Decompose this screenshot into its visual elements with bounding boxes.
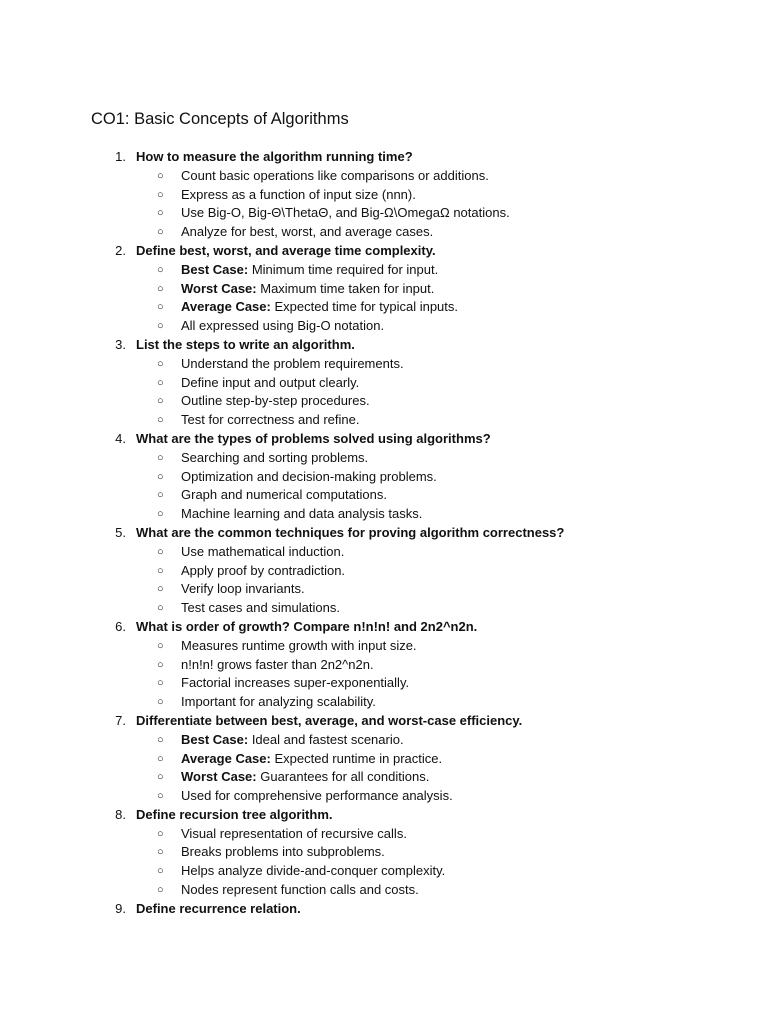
- answer-body: Expected time for typical inputs.: [270, 299, 459, 315]
- hollow-circle-bullet-icon: ○: [157, 733, 164, 746]
- answer-item: [0, 167, 768, 186]
- answer-text: [181, 825, 407, 844]
- answer-item: [0, 204, 768, 223]
- answer-item: [0, 862, 768, 881]
- hollow-circle-bullet-icon: ○: [157, 263, 164, 276]
- answer-label: Average Case:: [181, 299, 271, 315]
- hollow-circle-bullet-icon: ○: [157, 658, 164, 671]
- answer-item: [0, 186, 768, 205]
- answer-body: Express as a function of input size (nnn).: [181, 186, 416, 202]
- answer-label: Worst Case:: [181, 280, 257, 296]
- question-text: Differentiate between best, average, and worst-case efficiency.: [136, 712, 523, 728]
- question-text: Define recurrence relation.: [136, 900, 301, 916]
- answer-text: [181, 843, 385, 862]
- hollow-circle-bullet-icon: ○: [157, 827, 164, 840]
- hollow-circle-bullet-icon: ○: [157, 226, 164, 239]
- question-item: [0, 900, 768, 919]
- hollow-circle-bullet-icon: ○: [157, 846, 164, 859]
- answer-item: [0, 843, 768, 862]
- answer-list: [0, 731, 768, 806]
- answer-text: [181, 261, 438, 280]
- answer-body: Factorial increases super-exponentially.: [181, 675, 410, 691]
- answer-text: [181, 298, 458, 317]
- answer-text: [181, 787, 453, 806]
- answer-text: [181, 392, 370, 411]
- answer-text: [181, 468, 437, 487]
- answer-text: [181, 580, 305, 599]
- answer-item: [0, 637, 768, 656]
- question-item: [0, 524, 768, 618]
- answer-list: [0, 637, 768, 712]
- answer-item: [0, 280, 768, 299]
- hollow-circle-bullet-icon: ○: [157, 884, 164, 897]
- answer-text: [181, 411, 359, 430]
- answer-body: Measures runtime growth with input size.: [181, 637, 417, 653]
- answer-item: [0, 731, 768, 750]
- answer-item: [0, 768, 768, 787]
- answer-text: [181, 449, 368, 468]
- answer-text: [181, 543, 344, 562]
- hollow-circle-bullet-icon: ○: [157, 677, 164, 690]
- question-item: [0, 806, 768, 900]
- answer-body: Visual representation of recursive calls.: [181, 825, 407, 841]
- answer-text: [181, 637, 417, 656]
- answer-label: Best Case:: [181, 261, 249, 277]
- answer-label: Best Case:: [181, 731, 249, 747]
- answer-text: [181, 599, 340, 618]
- question-item: [0, 242, 768, 336]
- question-number: 4.: [115, 430, 126, 446]
- question-text: What are the common techniques for proving algorithm correctness?: [136, 524, 565, 540]
- question-row: [0, 900, 768, 919]
- answer-body: Use Big-O, Big-Θ\ThetaΘ, and Big-Ω\OmegaΩ notations.: [181, 205, 510, 221]
- answer-list: [0, 543, 768, 618]
- answer-text: [181, 562, 345, 581]
- question-row: [0, 806, 768, 825]
- question-text: What is order of growth? Compare n!n!n! and 2n2^n2n.: [136, 618, 478, 634]
- hollow-circle-bullet-icon: ○: [157, 752, 164, 765]
- hollow-circle-bullet-icon: ○: [157, 169, 164, 182]
- answer-text: [181, 204, 510, 223]
- hollow-circle-bullet-icon: ○: [157, 508, 164, 521]
- answer-body: Ideal and fastest scenario.: [248, 731, 404, 747]
- hollow-circle-bullet-icon: ○: [157, 696, 164, 709]
- hollow-circle-bullet-icon: ○: [157, 320, 164, 333]
- page-title: CO1: Basic Concepts of Algorithms: [91, 110, 349, 128]
- answer-item: [0, 580, 768, 599]
- question-number: 5.: [115, 524, 126, 540]
- answer-text: [181, 881, 419, 900]
- answer-text: [181, 167, 489, 186]
- answer-text: [181, 674, 409, 693]
- question-row: [0, 524, 768, 543]
- answer-body: Helps analyze divide-and-conquer complexity.: [181, 863, 446, 879]
- answer-item: [0, 449, 768, 468]
- answer-body: Machine learning and data analysis tasks.: [181, 506, 423, 522]
- answer-item: [0, 599, 768, 618]
- answer-text: [181, 656, 374, 675]
- question-row: [0, 242, 768, 261]
- hollow-circle-bullet-icon: ○: [157, 771, 164, 784]
- answer-item: [0, 543, 768, 562]
- answer-item: [0, 486, 768, 505]
- answer-item: [0, 355, 768, 374]
- question-row: [0, 618, 768, 637]
- answer-text: [181, 186, 416, 205]
- answer-label: Average Case:: [181, 750, 271, 766]
- question-item: [0, 148, 768, 242]
- answer-label: Worst Case:: [181, 769, 257, 785]
- answer-body: Analyze for best, worst, and average cases.: [181, 224, 434, 240]
- question-number: 1.: [115, 149, 126, 164]
- answer-text: [181, 486, 387, 505]
- answer-item: [0, 505, 768, 524]
- answer-list: [0, 449, 768, 524]
- question-text: Define recursion tree algorithm.: [136, 806, 333, 822]
- hollow-circle-bullet-icon: ○: [157, 470, 164, 483]
- hollow-circle-bullet-icon: ○: [157, 414, 164, 427]
- hollow-circle-bullet-icon: ○: [157, 583, 164, 596]
- answer-body: Understand the problem requirements.: [181, 355, 404, 371]
- answer-item: [0, 693, 768, 712]
- question-text: How to measure the algorithm running time?: [136, 149, 413, 164]
- answer-body: Graph and numerical computations.: [181, 487, 387, 503]
- answer-item: [0, 674, 768, 693]
- question-number: 6.: [115, 618, 126, 634]
- answer-body: Important for analyzing scalability.: [181, 694, 376, 710]
- answer-text: [181, 374, 359, 393]
- question-number: 3.: [115, 336, 126, 352]
- question-number: 2.: [115, 242, 126, 258]
- answer-item: [0, 411, 768, 430]
- answer-body: Optimization and decision-making problems.: [181, 468, 437, 484]
- hollow-circle-bullet-icon: ○: [157, 790, 164, 803]
- answer-body: Minimum time required for input.: [248, 261, 439, 277]
- answer-body: Searching and sorting problems.: [181, 449, 369, 465]
- hollow-circle-bullet-icon: ○: [157, 564, 164, 577]
- answer-text: [181, 280, 434, 299]
- answer-body: Breaks problems into subproblems.: [181, 844, 385, 860]
- answer-item: [0, 656, 768, 675]
- answer-body: Expected runtime in practice.: [270, 750, 443, 766]
- question-item: [0, 336, 768, 430]
- hollow-circle-bullet-icon: ○: [157, 188, 164, 201]
- answer-list: [0, 825, 768, 900]
- question-number: 7.: [115, 712, 126, 728]
- hollow-circle-bullet-icon: ○: [157, 357, 164, 370]
- answer-text: [181, 693, 376, 712]
- question-text: List the steps to write an algorithm.: [136, 336, 355, 352]
- answer-body: Test cases and simulations.: [181, 600, 340, 616]
- answer-item: [0, 825, 768, 844]
- answer-text: [181, 862, 445, 881]
- answer-item: [0, 750, 768, 769]
- answer-list: [0, 261, 768, 336]
- hollow-circle-bullet-icon: ○: [157, 301, 164, 314]
- answer-item: [0, 317, 768, 336]
- answer-item: [0, 562, 768, 581]
- question-number: 9.: [115, 900, 126, 916]
- answer-list: [0, 355, 768, 430]
- question-row: [0, 712, 768, 731]
- hollow-circle-bullet-icon: ○: [157, 639, 164, 652]
- answer-item: [0, 298, 768, 317]
- answer-item: [0, 374, 768, 393]
- answer-item: [0, 787, 768, 806]
- answer-item: [0, 468, 768, 487]
- question-number: 8.: [115, 806, 126, 822]
- question-item: [0, 430, 768, 524]
- question-row: [0, 336, 768, 355]
- answer-item: [0, 223, 768, 242]
- answer-body: Used for comprehensive performance analysis.: [181, 788, 453, 804]
- hollow-circle-bullet-icon: ○: [157, 602, 164, 615]
- answer-body: Maximum time taken for input.: [256, 280, 435, 296]
- question-text: What are the types of problems solved using algorithms?: [136, 430, 491, 446]
- answer-body: n!n!n! grows faster than 2n2^n2n.: [181, 656, 374, 672]
- answer-body: All expressed using Big-O notation.: [181, 318, 385, 334]
- question-item: [0, 618, 768, 712]
- answer-body: Nodes represent function calls and costs.: [181, 882, 419, 898]
- answer-text: [181, 317, 384, 336]
- hollow-circle-bullet-icon: ○: [157, 376, 164, 389]
- hollow-circle-bullet-icon: ○: [157, 451, 164, 464]
- answer-body: Outline step-by-step procedures.: [181, 393, 370, 409]
- hollow-circle-bullet-icon: ○: [157, 395, 164, 408]
- question-text: Define best, worst, and average time complexity.: [136, 242, 436, 258]
- answer-body: Guarantees for all conditions.: [256, 769, 430, 785]
- answer-text: [181, 505, 422, 524]
- hollow-circle-bullet-icon: ○: [157, 545, 164, 558]
- answer-body: Use mathematical induction.: [181, 543, 345, 559]
- hollow-circle-bullet-icon: ○: [157, 489, 164, 502]
- answer-text: [181, 768, 429, 787]
- answer-item: [0, 261, 768, 280]
- answer-text: [181, 750, 442, 769]
- hollow-circle-bullet-icon: ○: [157, 865, 164, 878]
- answer-text: [181, 223, 433, 242]
- hollow-circle-bullet-icon: ○: [157, 282, 164, 295]
- question-row: [0, 430, 768, 449]
- question-list: [0, 148, 768, 919]
- hollow-circle-bullet-icon: ○: [157, 207, 164, 220]
- answer-text: [181, 355, 404, 374]
- answer-item: [0, 881, 768, 900]
- answer-body: Define input and output clearly.: [181, 374, 360, 390]
- answer-list: [0, 167, 768, 242]
- answer-text: [181, 731, 404, 750]
- question-row: [0, 148, 768, 167]
- answer-body: Count basic operations like comparisons or additions.: [181, 167, 489, 183]
- answer-body: Verify loop invariants.: [181, 581, 305, 597]
- answer-body: Test for correctness and refine.: [181, 412, 360, 428]
- answer-item: [0, 392, 768, 411]
- answer-body: Apply proof by contradiction.: [181, 562, 346, 578]
- question-item: [0, 712, 768, 806]
